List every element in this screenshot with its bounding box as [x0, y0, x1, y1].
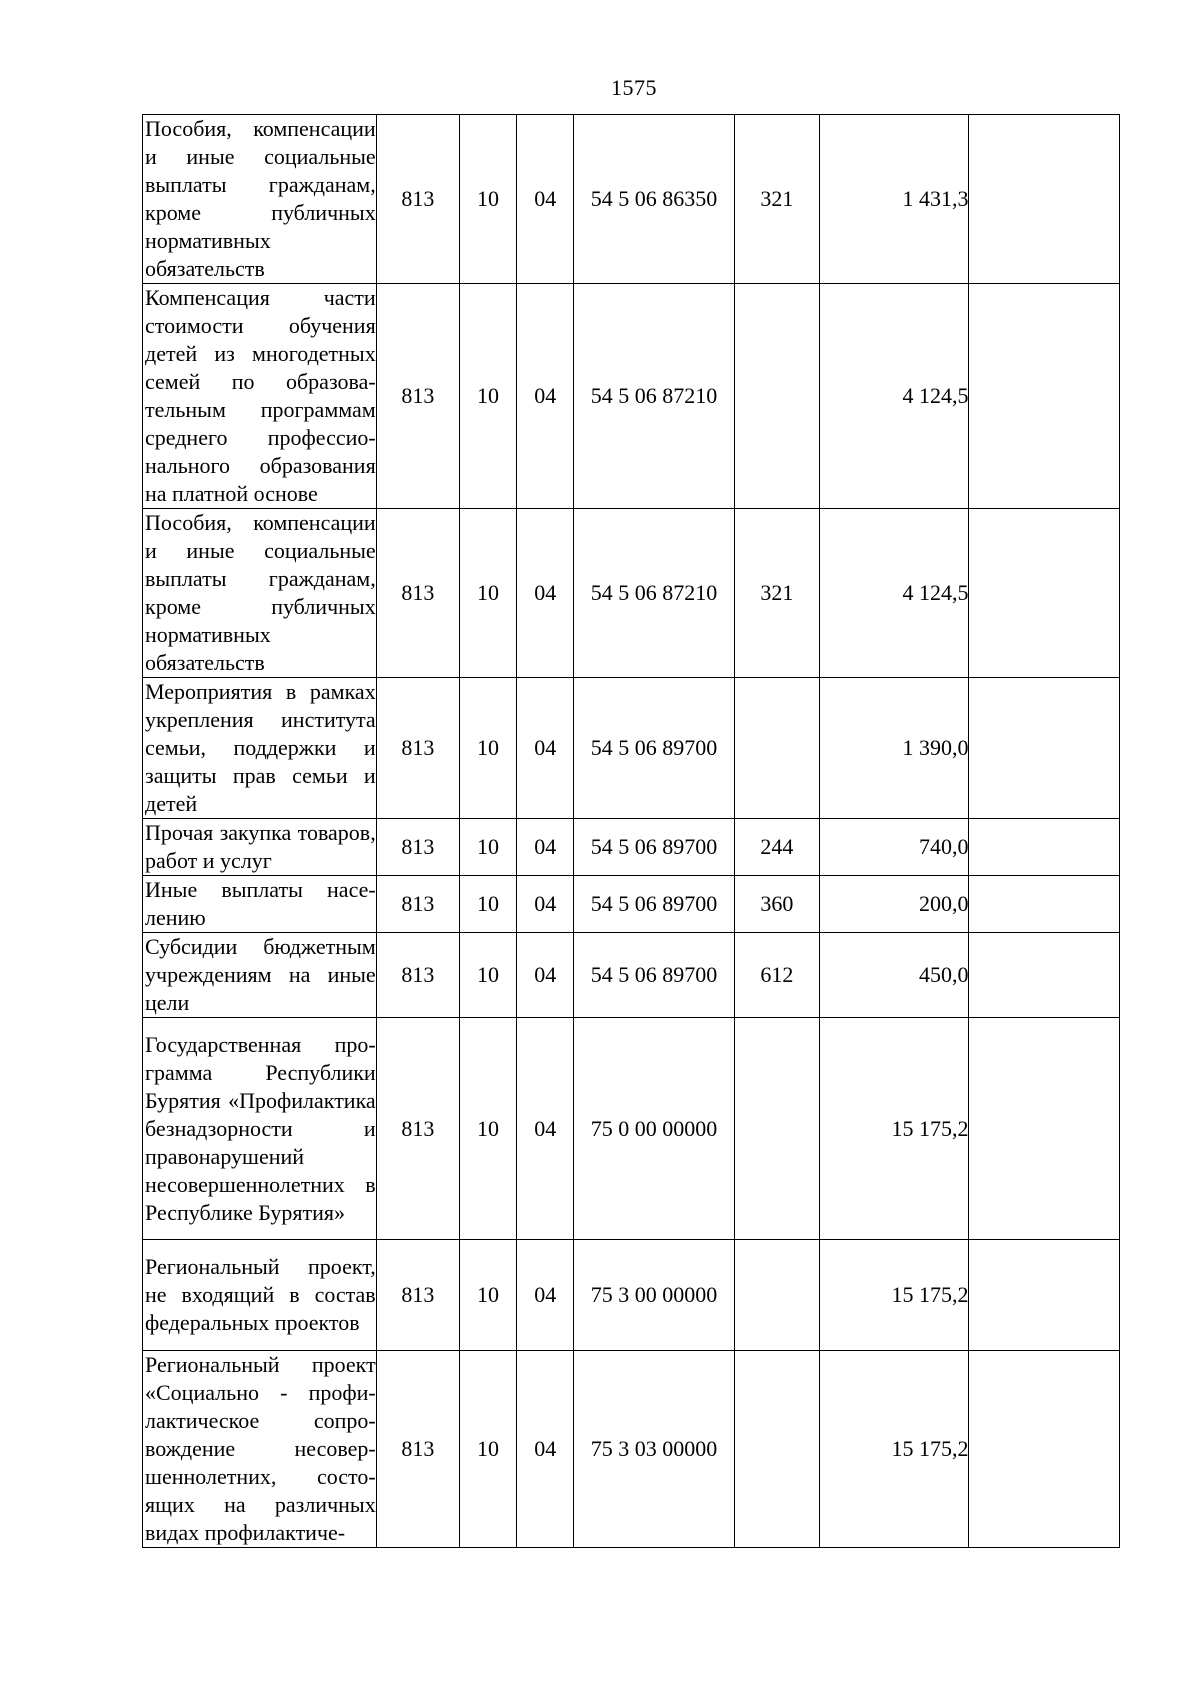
table-row — [143, 1351, 1120, 1548]
row-extra — [969, 678, 1120, 819]
row-target-article-code: 75 3 00 00000 — [574, 1240, 734, 1351]
row-expense-type-code: 321 — [734, 115, 819, 284]
row-extra — [969, 509, 1120, 678]
row-extra — [969, 284, 1120, 509]
row-name: Пособия, компенсации и иные социальные выплаты гражданам, кроме публичных нормативных обязательств — [143, 509, 377, 678]
row-expense-type-code: 321 — [734, 509, 819, 678]
row-target-article-code: 75 3 03 00000 — [574, 1351, 734, 1548]
row-name: Иные выплаты населению — [143, 876, 377, 933]
row-name: Региональный проект, не входящий в состав федеральных проектов — [143, 1240, 377, 1351]
row-expense-type-code — [734, 678, 819, 819]
row-subsection-code: 04 — [517, 1351, 574, 1548]
row-section-code: 10 — [459, 509, 516, 678]
row-subsection-code: 04 — [517, 1240, 574, 1351]
table-row — [143, 1018, 1120, 1240]
table-row — [143, 819, 1120, 876]
row-subsection-code: 04 — [517, 509, 574, 678]
row-subsection-code: 04 — [517, 876, 574, 933]
row-subsection-code: 04 — [517, 933, 574, 1018]
row-amount: 15 175,2 — [820, 1240, 969, 1351]
row-grbs-code: 813 — [376, 876, 459, 933]
row-section-code: 10 — [459, 876, 516, 933]
row-section-code: 10 — [459, 115, 516, 284]
row-target-article-code: 54 5 06 87210 — [574, 284, 734, 509]
row-subsection-code: 04 — [517, 1018, 574, 1240]
row-expense-type-code — [734, 284, 819, 509]
row-name: Прочая закупка товаров, работ и услуг — [143, 819, 377, 876]
row-subsection-code: 04 — [517, 819, 574, 876]
row-grbs-code: 813 — [376, 115, 459, 284]
row-name: Субсидии бюджетным учреждениям на иные цели — [143, 933, 377, 1018]
table-body — [143, 115, 1120, 1548]
row-extra — [969, 819, 1120, 876]
row-grbs-code: 813 — [376, 1240, 459, 1351]
row-extra — [969, 876, 1120, 933]
row-grbs-code: 813 — [376, 933, 459, 1018]
row-amount: 200,0 — [820, 876, 969, 933]
row-grbs-code: 813 — [376, 509, 459, 678]
table-row — [143, 876, 1120, 933]
page-number: 1575 — [611, 75, 657, 100]
table-row — [143, 509, 1120, 678]
row-grbs-code: 813 — [376, 1018, 459, 1240]
row-section-code: 10 — [459, 1351, 516, 1548]
row-extra — [969, 1351, 1120, 1548]
row-grbs-code: 813 — [376, 284, 459, 509]
row-section-code: 10 — [459, 678, 516, 819]
row-extra — [969, 933, 1120, 1018]
row-name: Мероприятия в рамках укрепления института семьи, поддержки и защиты прав семьи и детей — [143, 678, 377, 819]
row-amount: 15 175,2 — [820, 1018, 969, 1240]
row-section-code: 10 — [459, 819, 516, 876]
row-name: Региональный проект «Социально - профилактическое сопровождение несовершеннолетних, состоящих на различных видах профилактиче- — [143, 1351, 377, 1548]
row-target-article-code: 54 5 06 89700 — [574, 933, 734, 1018]
row-target-article-code: 54 5 06 89700 — [574, 819, 734, 876]
row-grbs-code: 813 — [376, 819, 459, 876]
row-subsection-code: 04 — [517, 115, 574, 284]
row-amount: 1 390,0 — [820, 678, 969, 819]
row-section-code: 10 — [459, 284, 516, 509]
row-section-code: 10 — [459, 1240, 516, 1351]
row-expense-type-code: 360 — [734, 876, 819, 933]
row-target-article-code: 75 0 00 00000 — [574, 1018, 734, 1240]
row-target-article-code: 54 5 06 86350 — [574, 115, 734, 284]
row-target-article-code: 54 5 06 87210 — [574, 509, 734, 678]
table-row — [143, 115, 1120, 284]
table-row — [143, 933, 1120, 1018]
row-expense-type-code — [734, 1018, 819, 1240]
row-section-code: 10 — [459, 1018, 516, 1240]
row-name: Пособия, компенсации и иные социальные выплаты гражданам, кроме публичных нормативных обязательств — [143, 115, 377, 284]
row-amount: 450,0 — [820, 933, 969, 1018]
row-subsection-code: 04 — [517, 678, 574, 819]
table-row — [143, 678, 1120, 819]
row-amount: 15 175,2 — [820, 1351, 969, 1548]
table-row — [143, 1240, 1120, 1351]
row-expense-type-code — [734, 1240, 819, 1351]
row-amount: 4 124,5 — [820, 284, 969, 509]
row-name: Государственная программа Республики Бурятия «Профилактика безнадзорности и правонарушений несовершеннолетних в Республике Бурятия» — [143, 1018, 377, 1240]
row-target-article-code: 54 5 06 89700 — [574, 678, 734, 819]
row-amount: 740,0 — [820, 819, 969, 876]
row-expense-type-code: 244 — [734, 819, 819, 876]
row-extra — [969, 1018, 1120, 1240]
row-subsection-code: 04 — [517, 284, 574, 509]
row-extra — [969, 1240, 1120, 1351]
row-grbs-code: 813 — [376, 678, 459, 819]
row-expense-type-code — [734, 1351, 819, 1548]
row-section-code: 10 — [459, 933, 516, 1018]
row-grbs-code: 813 — [376, 1351, 459, 1548]
row-name: Компенсация части стоимости обучения детей из многодетных семей по образовательным программам среднего профессионального образования на платной основе — [143, 284, 377, 509]
row-amount: 4 124,5 — [820, 509, 969, 678]
row-target-article-code: 54 5 06 89700 — [574, 876, 734, 933]
table-row — [143, 284, 1120, 509]
budget-table — [142, 114, 1120, 1548]
row-extra — [969, 115, 1120, 284]
row-expense-type-code: 612 — [734, 933, 819, 1018]
row-amount: 1 431,3 — [820, 115, 969, 284]
